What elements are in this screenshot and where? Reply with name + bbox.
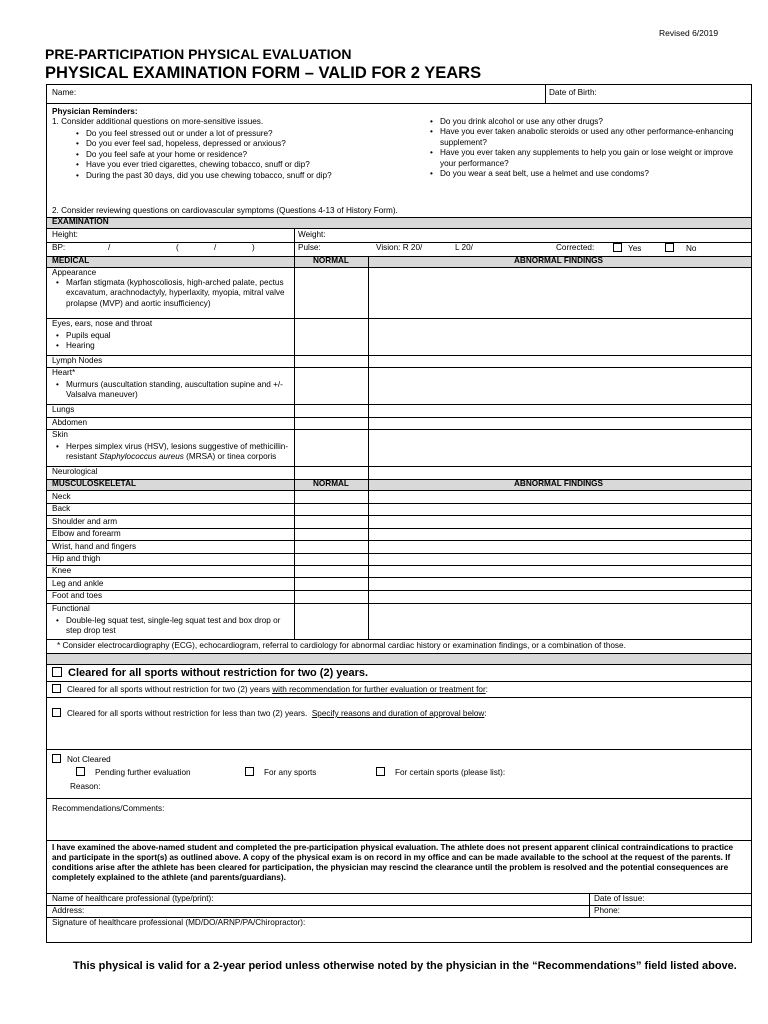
eyes-bullet: • Hearing (66, 341, 290, 351)
checkbox-icon[interactable] (665, 243, 674, 252)
skin-bullet: • Herpes simplex virus (HSV), lesions suggestive of methicillin-resistant Staphylococcus aureus (MRSA) or tinea corporis (66, 442, 290, 463)
reminder-item-1: 1. Consider additional questions on more-sensitive issues. (52, 117, 264, 126)
msk-row-foot: Foot and toes (52, 591, 103, 600)
height-label: Height: (52, 230, 78, 239)
checkbox-icon[interactable] (245, 767, 254, 776)
abdomen-label: Abdomen (52, 418, 88, 427)
abnormal-column-header: ABNORMAL FINDINGS (514, 479, 603, 488)
revised-date: Revised 6/2019 (659, 28, 719, 38)
msk-row-hip: Hip and thigh (52, 554, 101, 563)
normal-column-header: NORMAL (313, 479, 349, 488)
neuro-label: Neurological (52, 467, 98, 476)
date-issue-label: Date of Issue: (594, 894, 645, 903)
dob-label: Date of Birth: (549, 88, 597, 97)
vision-left-label: L 20/ (455, 243, 473, 252)
checkbox-icon[interactable] (52, 684, 61, 693)
msk-row-leg: Leg and ankle (52, 579, 104, 588)
checkbox-icon[interactable] (613, 243, 622, 252)
reminder-bullet: • Do you feel safe at your home or residence? (86, 150, 372, 160)
reminder-bullet: • Do you wear a seat belt, use a helmet and use condoms? (440, 169, 750, 179)
prof-name-label: Name of healthcare professional (type/print): (52, 894, 214, 903)
cleared-with-rec-option[interactable]: Cleared for all sports without restriction for two (2) years with recommendation for further evaluation or treatment for: (52, 684, 488, 695)
vision-right-label: Vision: R 20/ (376, 243, 423, 252)
reminder-bullet: • Do you feel stressed out or under a lot of pressure? (86, 129, 372, 139)
weight-label: Weight: (298, 230, 326, 239)
msk-row-neck: Neck (52, 492, 71, 501)
checkbox-icon[interactable] (52, 667, 62, 677)
bp-separator: / (214, 243, 217, 252)
reminders-heading: Physician Reminders: (52, 107, 138, 116)
reminder-bullet: • Have you ever taken anabolic steroids or used any other performance-enhancing supplement? (440, 127, 750, 148)
corrected-label: Corrected: (556, 243, 595, 252)
name-label: Name: (52, 88, 77, 97)
msk-row-knee: Knee (52, 566, 72, 575)
appearance-label: Appearance (52, 268, 97, 277)
cleared-all-option[interactable]: Cleared for all sports without restriction for two (2) years. (52, 667, 368, 679)
lymph-label: Lymph Nodes (52, 356, 103, 365)
corrected-no[interactable]: No (665, 243, 696, 254)
checkbox-icon[interactable] (76, 767, 85, 776)
checkbox-icon[interactable] (376, 767, 385, 776)
exam-band (47, 217, 751, 228)
heart-label: Heart* (52, 368, 76, 377)
reminder-item-2: 2. Consider reviewing questions on cardiovascular symptoms (Questions 4-13 of History Form). (52, 206, 398, 215)
pulse-label: Pulse: (298, 243, 321, 252)
reminders-right-list (426, 117, 750, 179)
reminder-bullet: • Have you ever tried cigarettes, chewing tobacco, snuff or dip? (86, 160, 372, 170)
eyes-label: Eyes, ears, nose and throat (52, 319, 153, 328)
attestation-text: I have examined the above-named student and completed the pre-participation physical evaluation. The athlete does not present apparent clinical contraindications to practice and participate in the sport(s) as outlined above. A copy of the physical exam is on record in my office and can be made available to the school at the request of the parents. If conditions arise after the athlete has been cleared for participation, the physician may rescind the clearance until the problem is resolved and the potential consequences are completely explained to the athlete (and parents/guardians). (52, 843, 734, 882)
bp-separator: / (108, 243, 111, 252)
normal-column-header: NORMAL (313, 256, 349, 265)
reason-label: Reason: (70, 782, 101, 791)
bp-paren: ( (176, 243, 179, 252)
msk-row-back: Back (52, 504, 71, 513)
signature-label: Signature of healthcare professional (MD/DO/ARNP/PA/Chiropractor): (52, 918, 306, 927)
bp-paren: ) (252, 243, 255, 252)
abnormal-column-header: ABNORMAL FINDINGS (514, 256, 603, 265)
functional-label: Functional (52, 604, 90, 613)
checkbox-icon[interactable] (52, 754, 61, 763)
msk-row-wrist: Wrist, hand and fingers (52, 542, 137, 551)
appearance-bullet: • Marfan stigmata (kyphoscoliosis, high-arched palate, pectus excavatum, arachnodactyly, hyperlaxity, myopia, mitral valve prolapse (MVP) and aortic insufficiency) (66, 278, 290, 309)
pending-option[interactable]: Pending further evaluation (76, 767, 191, 778)
validity-footer: This physical is valid for a 2-year period unless otherwise noted by the physician in the “Recommendations” field listed above. (73, 960, 737, 972)
medical-heading: MEDICAL (52, 256, 90, 265)
ecg-footnote: * Consider electrocardiography (ECG), echocardiogram, referral to cardiology for abnormal cardiac history or examination findings, or a combination of those. (57, 641, 626, 650)
spacer-band (47, 653, 751, 664)
msk-row-elbow: Elbow and forearm (52, 529, 121, 538)
form-subtitle: PHYSICAL EXAMINATION FORM – VALID FOR 2 YEARS (45, 64, 482, 82)
cleared-less-option[interactable]: Cleared for all sports without restriction for less than two (2) years. Specify reasons and duration of approval below: (52, 708, 487, 719)
eyes-bullet: • Pupils equal (66, 331, 290, 341)
skin-label: Skin (52, 430, 68, 439)
corrected-yes[interactable]: Yes (613, 243, 641, 254)
certain-sports-option[interactable]: For certain sports (please list): (376, 767, 505, 778)
heart-bullet: • Murmurs (auscultation standing, auscultation supine and +/- Valsalva maneuver) (66, 380, 290, 401)
recommendations-label: Recommendations/Comments: (52, 804, 165, 813)
reminder-bullet: • Do you ever feel sad, hopeless, depressed or anxious? (86, 139, 372, 149)
any-sports-option[interactable]: For any sports (245, 767, 316, 778)
msk-row-shoulder: Shoulder and arm (52, 517, 118, 526)
phone-label: Phone: (594, 906, 620, 915)
form-title: PRE-PARTICIPATION PHYSICAL EVALUATION (45, 46, 352, 62)
checkbox-icon[interactable] (52, 708, 61, 717)
reminders-left-list (72, 129, 372, 181)
msk-heading: MUSCULOSKELETAL (52, 479, 136, 488)
functional-bullet: • Double-leg squat test, single-leg squat test and box drop or step drop test (66, 616, 290, 637)
lungs-label: Lungs (52, 405, 75, 414)
bp-label: BP: (52, 243, 66, 252)
reminder-bullet: • Have you ever taken any supplements to help you gain or lose weight or improve your performance? (440, 148, 750, 169)
msk-band (47, 479, 751, 490)
exam-heading: EXAMINATION (52, 217, 109, 226)
not-cleared-option[interactable]: Not Cleared (52, 754, 111, 765)
reminder-bullet: • During the past 30 days, did you use chewing tobacco, snuff or dip? (86, 171, 372, 181)
reminder-bullet: • Do you drink alcohol or use any other drugs? (440, 117, 750, 127)
address-label: Address: (52, 906, 85, 915)
medical-band (47, 256, 751, 267)
